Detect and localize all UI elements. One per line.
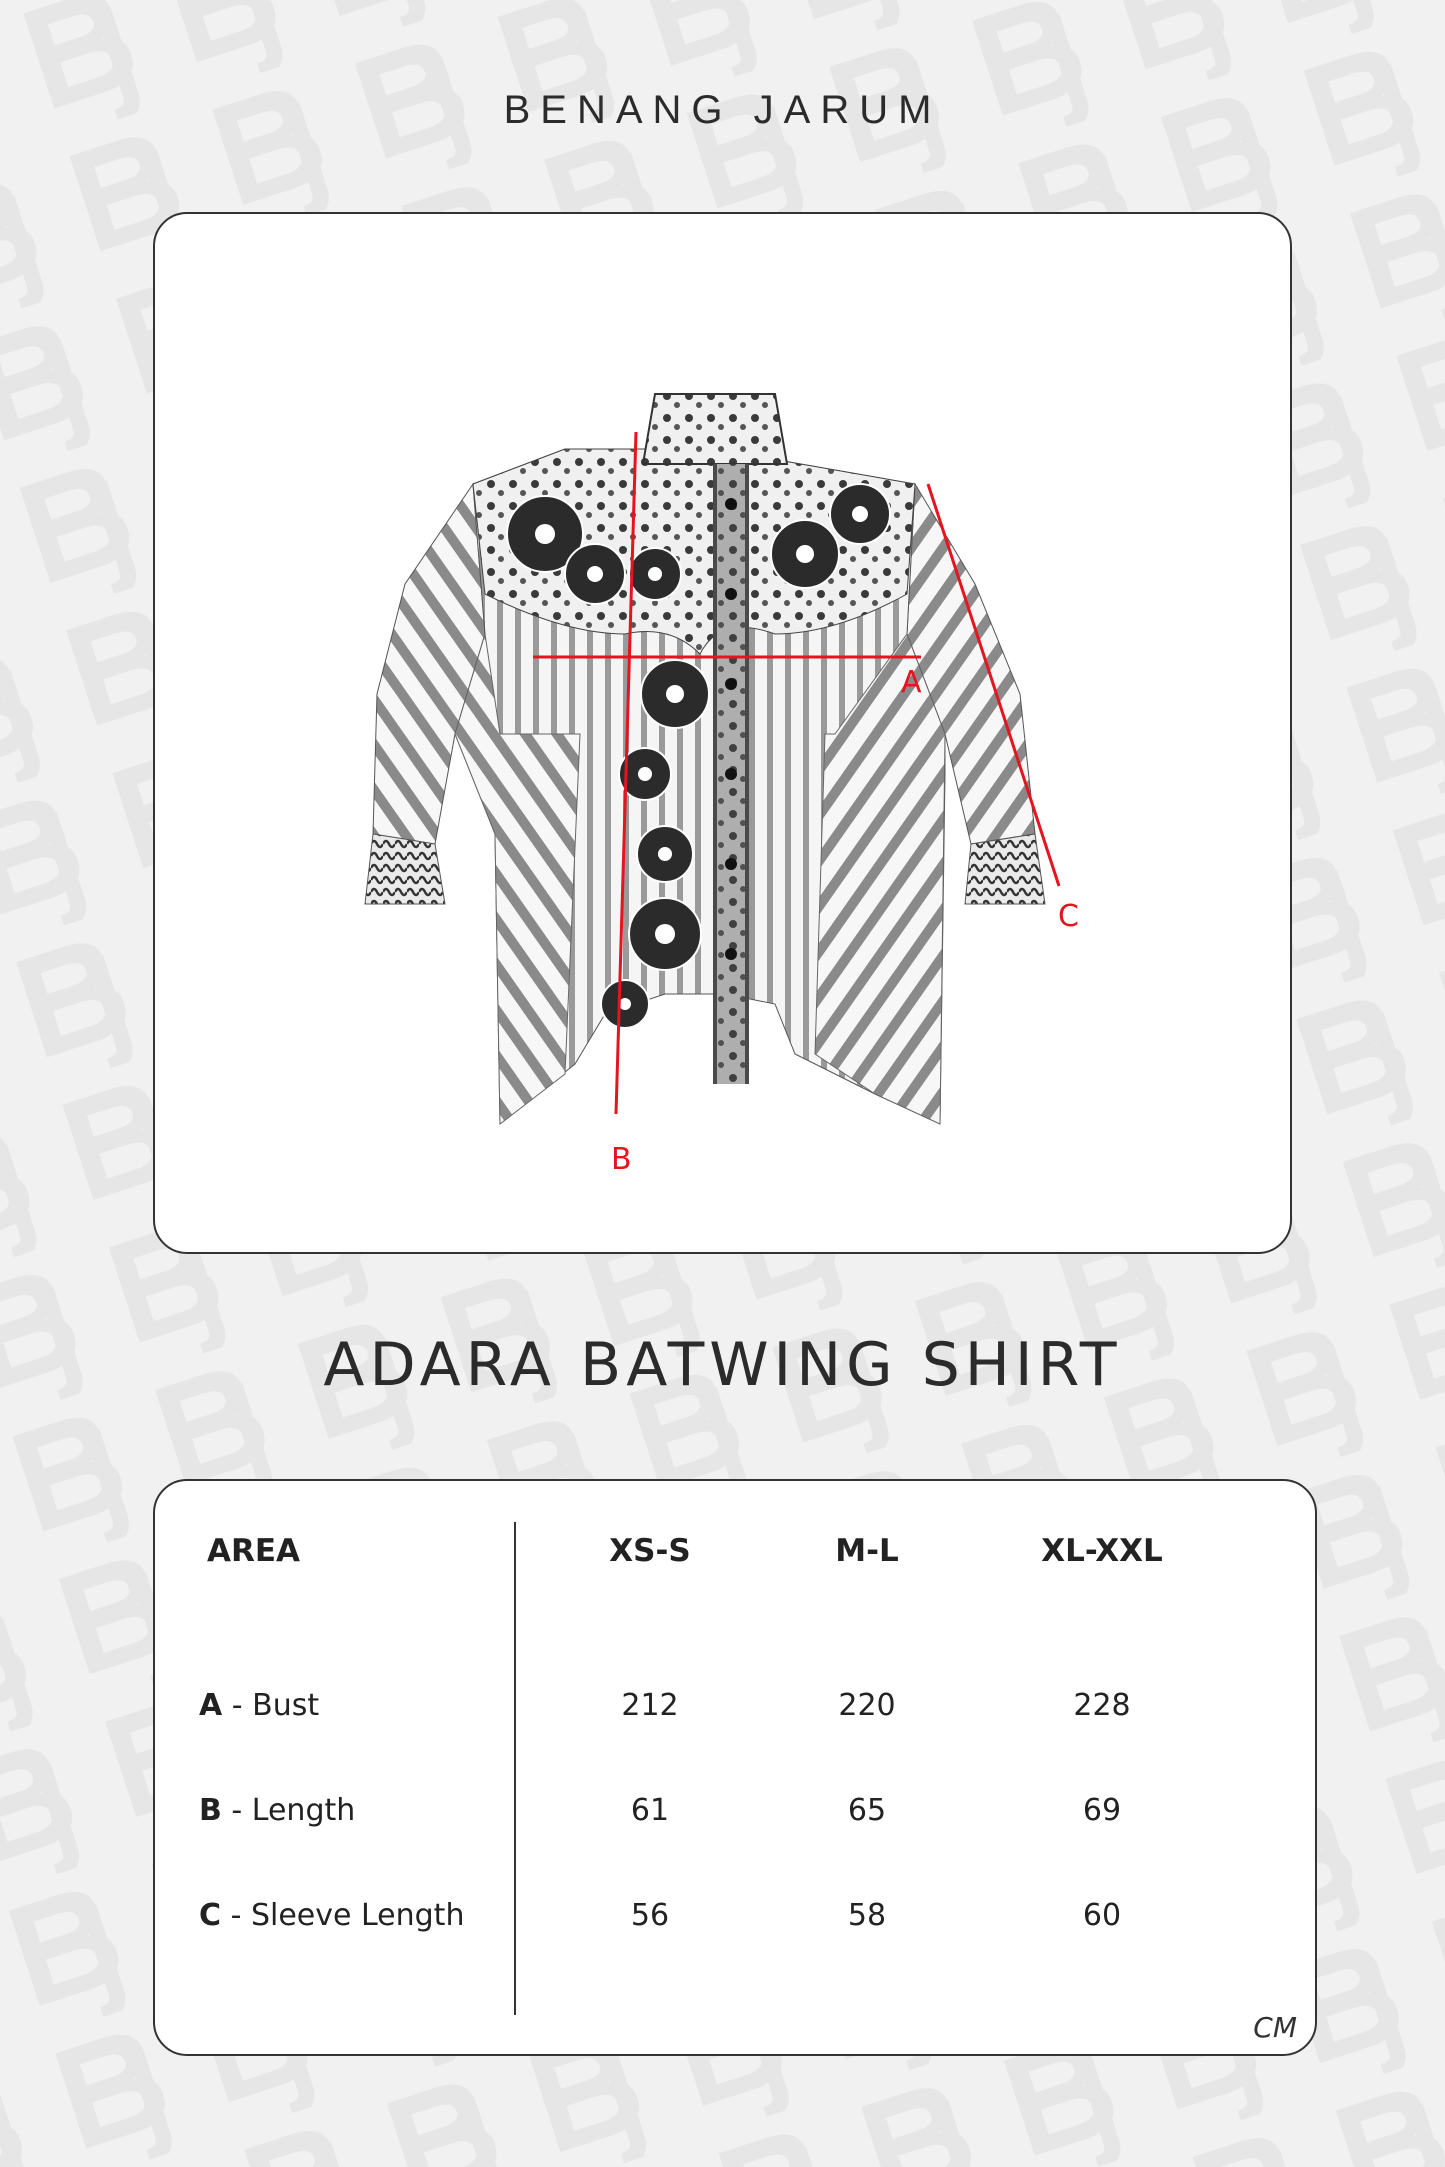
- cell-value: 58: [847, 1898, 887, 1933]
- cell-value: 220: [838, 1688, 896, 1723]
- row-sep: -: [221, 1898, 251, 1933]
- cell-value: 69: [1082, 1793, 1122, 1828]
- row-name: Bust: [252, 1688, 320, 1723]
- row-label: [199, 1793, 355, 1828]
- garment-illustration: [155, 214, 1294, 1256]
- marker-a: A: [901, 665, 922, 700]
- header-area: AREA: [207, 1533, 301, 1569]
- row-label: [199, 1898, 464, 1933]
- cell-value: 56: [630, 1898, 670, 1933]
- table-row: [155, 1898, 1315, 1938]
- row-label: [199, 1688, 319, 1723]
- cell-value: 228: [1073, 1688, 1131, 1723]
- row-name: Length: [251, 1793, 356, 1828]
- garment-illustration-card: [153, 212, 1292, 1254]
- marker-b: B: [611, 1142, 632, 1177]
- header-size-xl-xxl: XL-XXL: [1041, 1533, 1163, 1569]
- row-name: Sleeve Length: [250, 1898, 465, 1933]
- table-row: [155, 1793, 1315, 1833]
- cell-value: 65: [847, 1793, 887, 1828]
- row-code: C: [199, 1898, 222, 1933]
- product-title: ADARA BATWING SHIRT: [323, 1330, 1122, 1400]
- header-size-xs-s: XS-S: [609, 1533, 691, 1569]
- brand-name: BENANG JARUM: [503, 88, 942, 132]
- cell-value: 60: [1082, 1898, 1122, 1933]
- table-row: [155, 1688, 1315, 1728]
- cell-value: 61: [630, 1793, 670, 1828]
- marker-c: C: [1058, 899, 1079, 934]
- cell-value: 212: [621, 1688, 679, 1723]
- header-size-m-l: M-L: [835, 1533, 899, 1569]
- size-table: [153, 1479, 1317, 2056]
- column-divider: [514, 1522, 516, 2015]
- row-sep: -: [221, 1793, 252, 1828]
- row-code: A: [199, 1688, 223, 1723]
- row-code: B: [199, 1793, 222, 1828]
- unit-label: CM: [1253, 2011, 1297, 2044]
- row-sep: -: [222, 1688, 253, 1723]
